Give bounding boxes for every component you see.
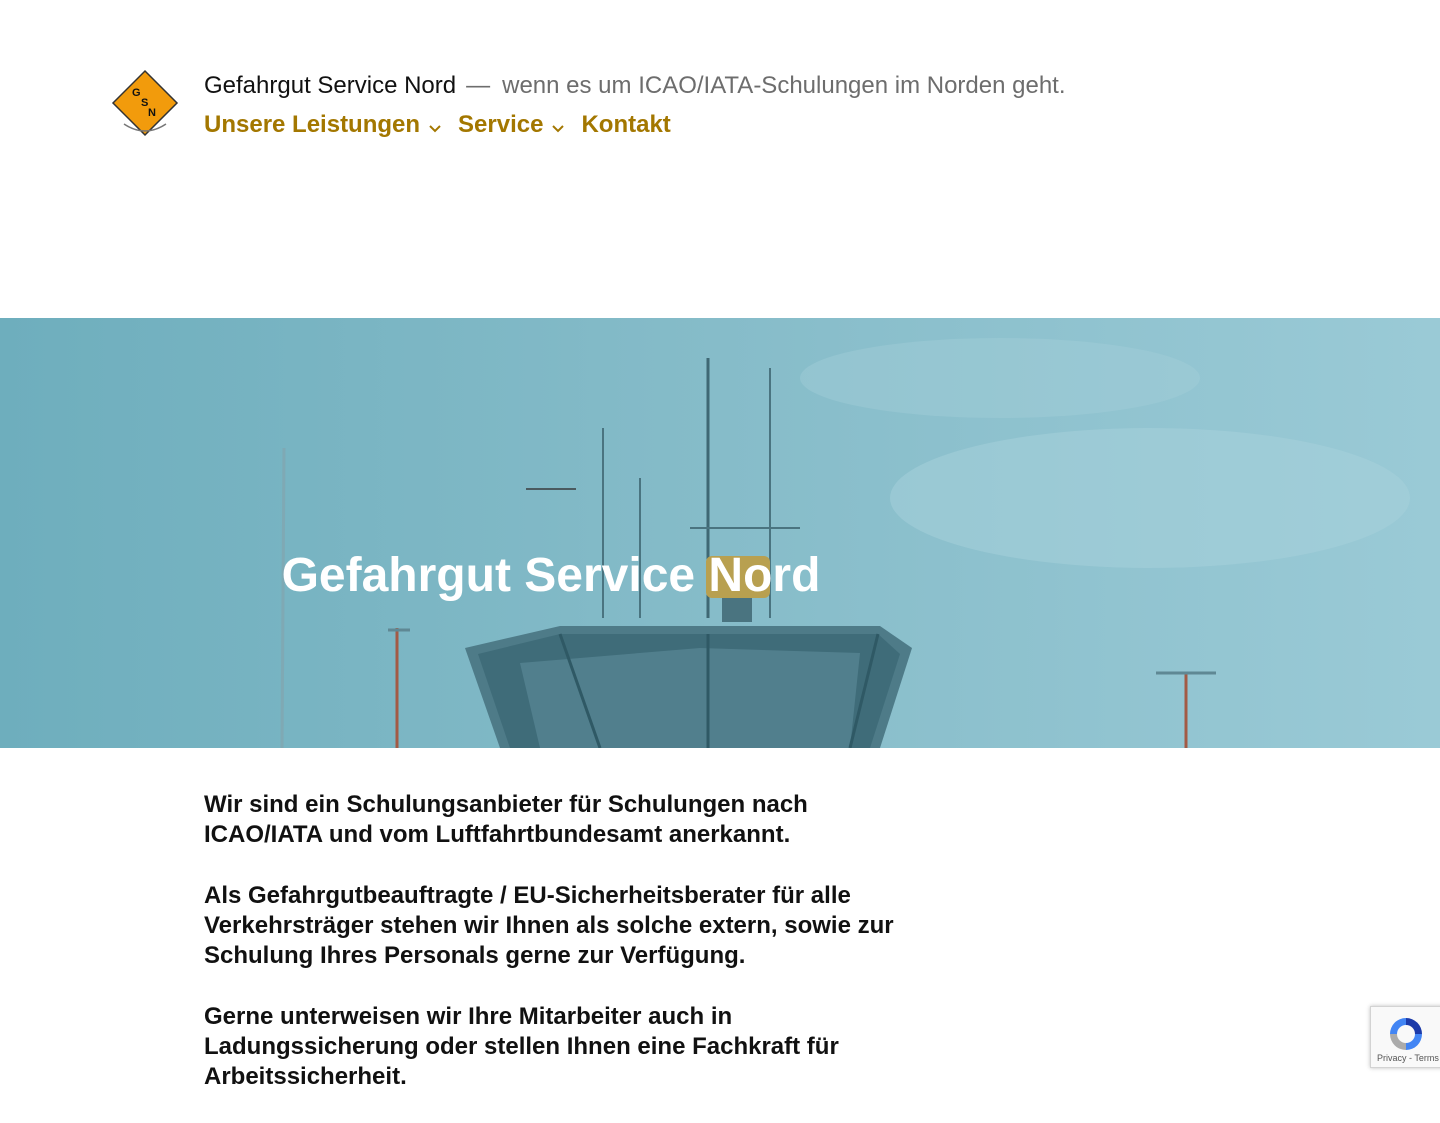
- content-paragraph: Als Gefahrgutbeauftragte / EU-Sicherheitsberater für alle Verkehrsträger stehen wir Ihnen als solche extern, sowie zur Schulung Ihres Personals gerne zur Verfügung.: [204, 882, 894, 969]
- branding: [204, 70, 1066, 102]
- site-tagline: wenn es um ICAO/IATA-Schulungen im Norden geht.: [502, 72, 1066, 99]
- recaptcha-icon: [1387, 1015, 1425, 1053]
- gsn-diamond-logo-icon[interactable]: [110, 68, 180, 138]
- content-paragraph: Wir sind ein Schulungsanbieter für Schulungen nach ICAO/IATA und vom Luftfahrtbundesamt anerkannt.: [204, 791, 808, 848]
- chevron-down-icon[interactable]: [428, 120, 442, 130]
- title-separator: —: [466, 72, 491, 99]
- svg-text:S: S: [141, 97, 149, 109]
- main-navigation: [204, 108, 687, 142]
- terms-link[interactable]: Terms: [1414, 1053, 1439, 1063]
- hero-title-divider: [526, 488, 576, 490]
- nav-item-service[interactable]: [458, 108, 565, 142]
- recaptcha-links: [1377, 1053, 1439, 1063]
- svg-text:N: N: [148, 107, 156, 119]
- nav-item-label[interactable]: Service: [458, 111, 544, 138]
- link-separator: -: [1409, 1053, 1413, 1063]
- nav-item-label[interactable]: Kontakt: [581, 111, 671, 138]
- svg-text:G: G: [132, 87, 141, 99]
- nav-item-unsere-leistungen[interactable]: [204, 108, 442, 142]
- page-content: [204, 790, 904, 1123]
- hero-cover: [0, 318, 1440, 748]
- recaptcha-badge[interactable]: [1370, 1006, 1440, 1068]
- nav-item-label[interactable]: Unsere Leistungen: [204, 111, 421, 138]
- privacy-link[interactable]: Privacy: [1377, 1053, 1407, 1063]
- site-title[interactable]: Gefahrgut Service Nord: [204, 72, 457, 99]
- nav-item-kontakt[interactable]: [581, 108, 670, 142]
- content-paragraph: Gerne unterweisen wir Ihre Mitarbeiter auch in Ladungssicherung oder stellen Ihnen eine Fachkraft für Arbeitssicherheit.: [204, 1003, 839, 1090]
- chevron-down-icon[interactable]: [551, 120, 565, 130]
- control-tower-image: [0, 318, 1440, 748]
- site-header: [0, 0, 1440, 318]
- hero-title: Gefahrgut Service Nord: [281, 549, 821, 603]
